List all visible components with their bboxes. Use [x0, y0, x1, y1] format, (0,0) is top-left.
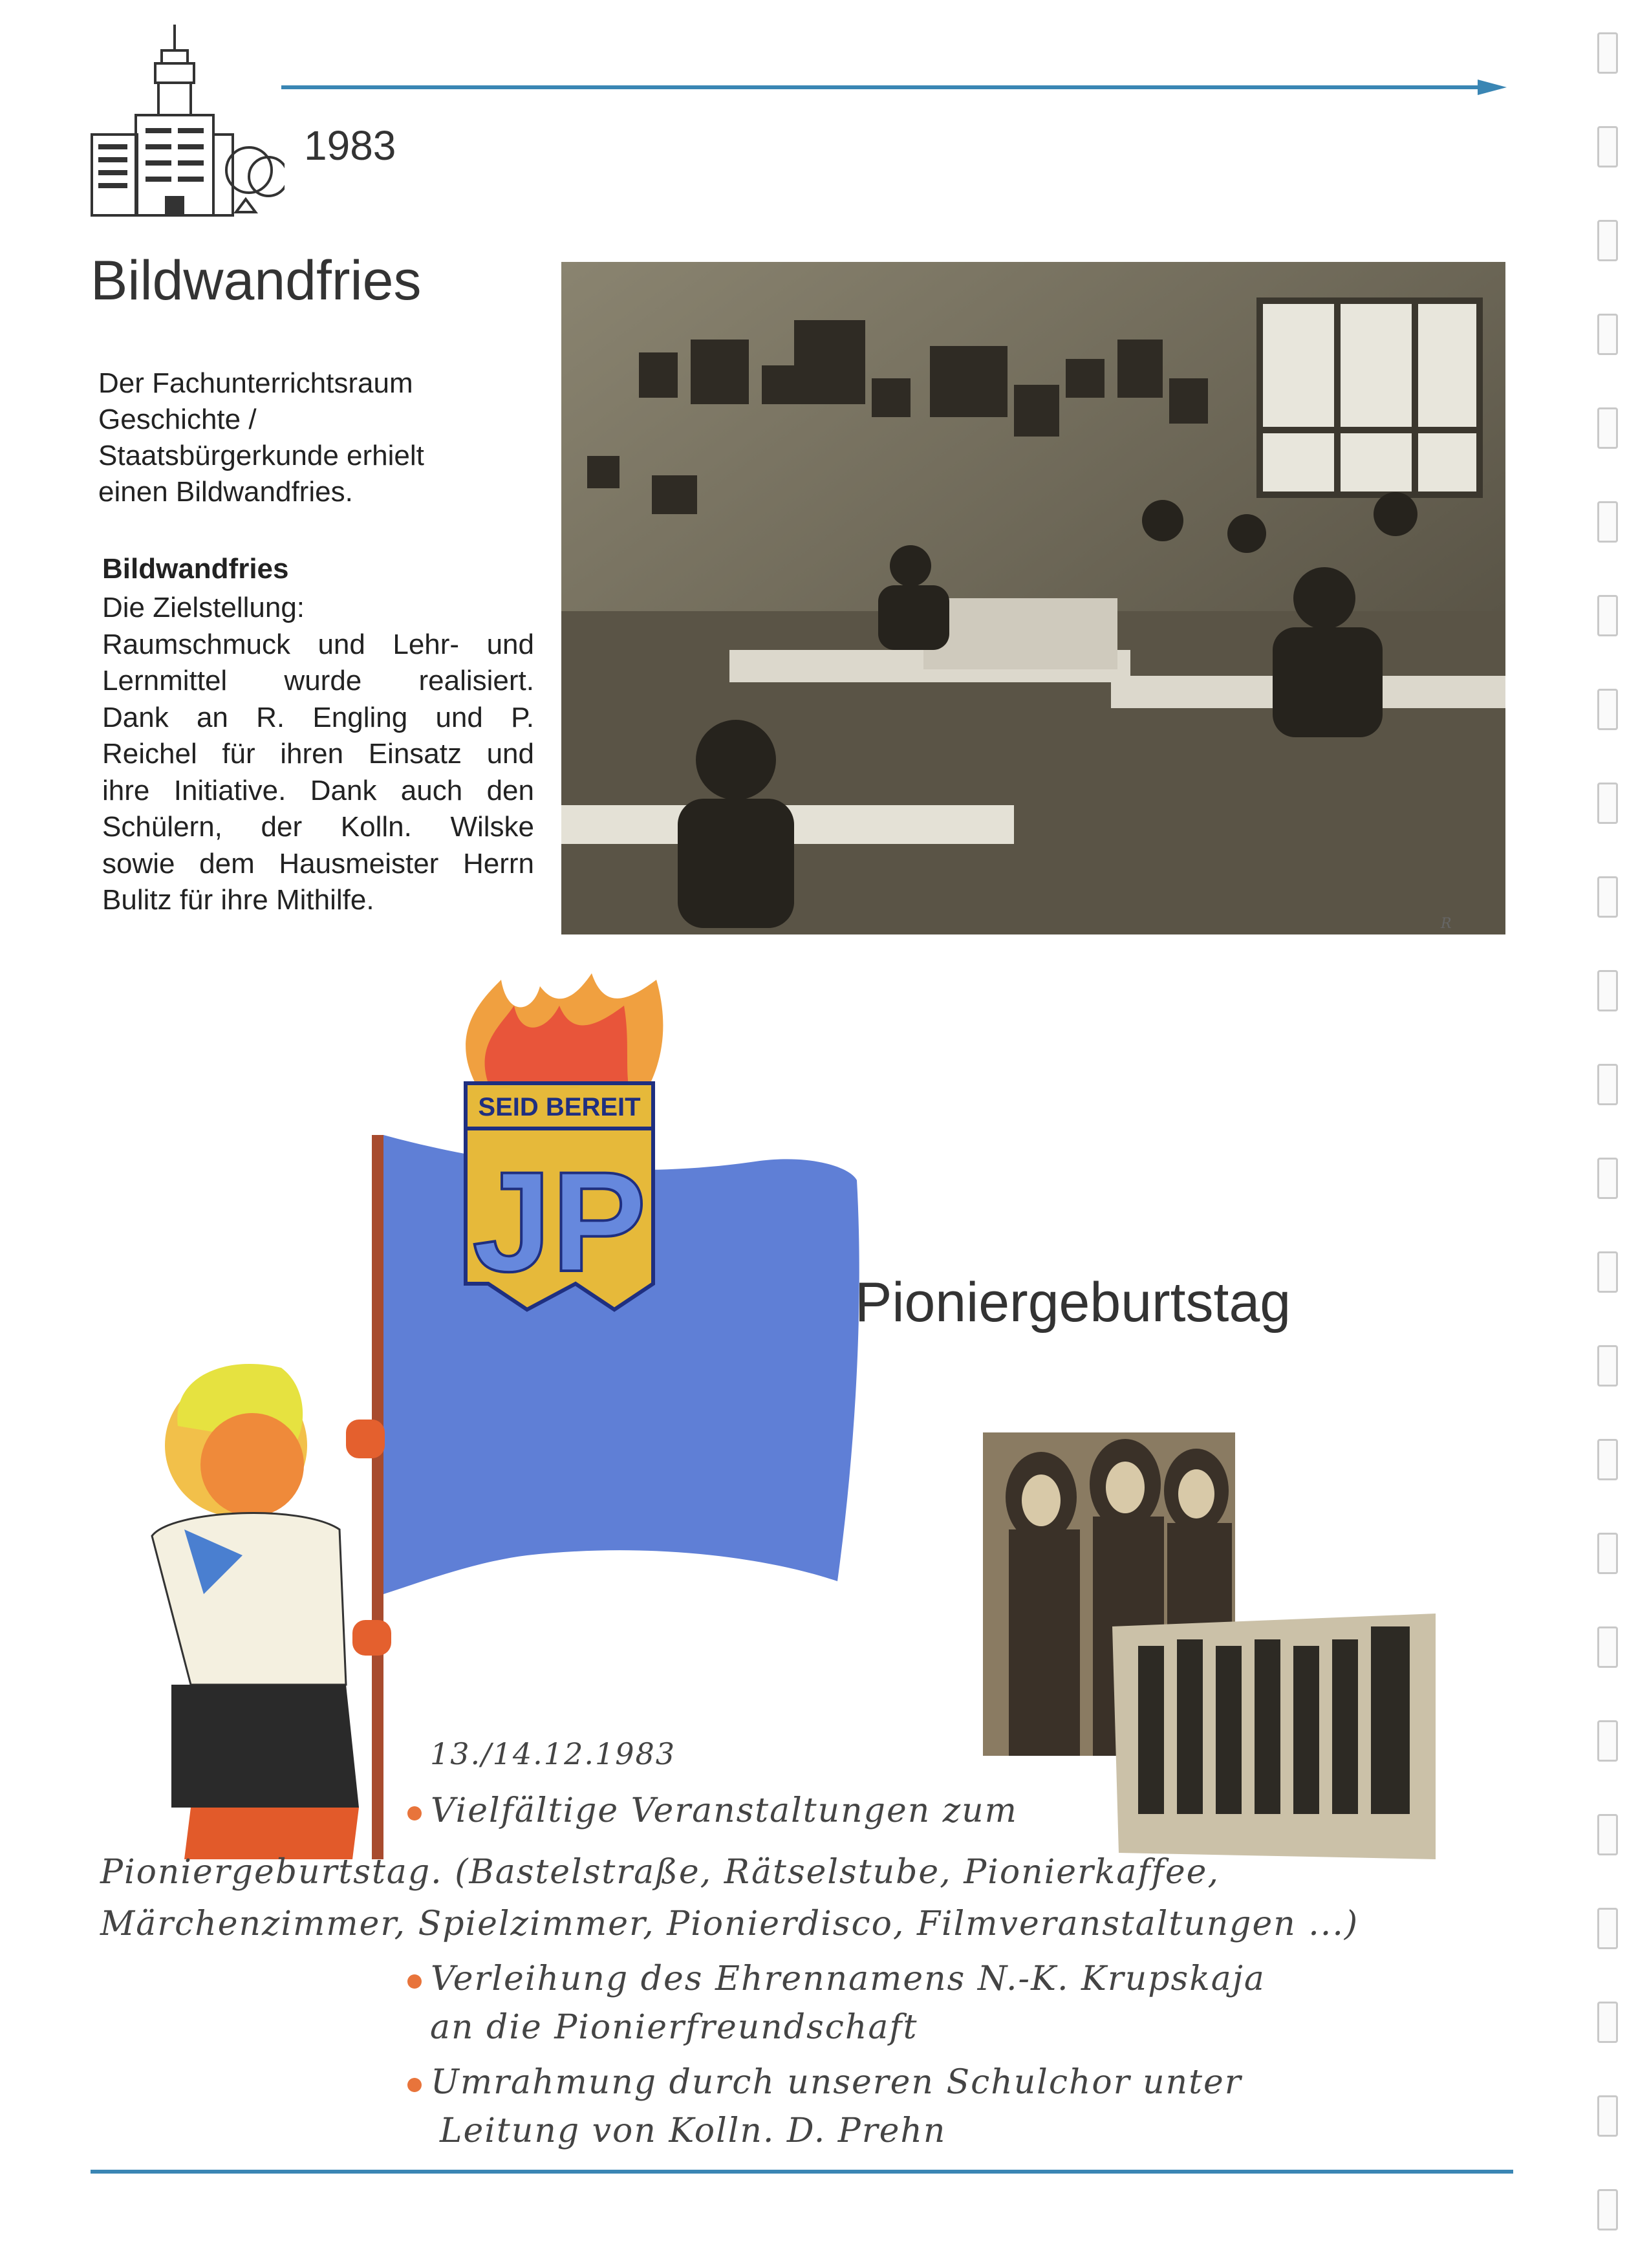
intro-paragraph	[98, 365, 512, 510]
intro-line: Der Fachunterrichtsraum	[98, 367, 413, 399]
bottom-rule	[91, 2170, 1513, 2174]
handwritten-line: Pioniergeburtstag. (Bastelstraße, Rätselstube, Pionierkaffee,	[100, 1853, 1220, 1892]
body-line: Dank an R. Engling und P.	[102, 701, 534, 733]
intro-line: einen Bildwandfries.	[98, 476, 353, 508]
svg-text:R: R	[1441, 916, 1452, 932]
subheading: Bildwandfries	[102, 553, 289, 585]
body-line: Lernmittel wurde realisiert.	[102, 665, 534, 697]
handwritten-line: Verleihung des Ehrennamens N.-K. Krupskaja	[431, 1960, 1266, 1998]
section-title-pioniergeburtstag: Pioniergeburtstag	[855, 1271, 1291, 1334]
body-line: ihre Initiative. Dank auch den	[102, 774, 534, 806]
bullet-dot	[407, 1806, 422, 1820]
body-line: sowie dem Hausmeister Herrn	[102, 847, 534, 880]
body-line: Schülern, der Kolln. Wilske	[102, 811, 534, 843]
top-rule-arrow	[281, 78, 1510, 97]
section-title-bildwandfries: Bildwandfries	[91, 250, 422, 312]
body-paragraph	[102, 590, 534, 919]
handwritten-line: Leitung von Kolln. D. Prehn	[440, 2111, 947, 2150]
body-line: Reichel für ihren Einsatz und	[102, 738, 534, 770]
pioneer-collage-photo	[983, 1432, 1436, 1859]
handwritten-line: an die Pionierfreundschaft	[430, 2008, 918, 2047]
classroom-photo	[561, 262, 1505, 934]
handwritten-line: Vielfältige Veranstaltungen zum	[431, 1791, 1018, 1830]
handwritten-line: Umrahmung durch unseren Schulchor unter	[431, 2063, 1242, 2102]
bullet-dot	[407, 1974, 422, 1989]
torch-band-label: SEID BEREIT	[478, 1093, 641, 1121]
body-line: Bulitz für ihre Mithilfe.	[102, 884, 374, 916]
handwritten-line: Märchenzimmer, Spielzimmer, Pionierdisco, Filmveranstaltungen ...)	[100, 1905, 1359, 1943]
intro-line: Staatsbürgerkunde erhielt	[98, 440, 424, 471]
binder-holes	[1597, 13, 1623, 2251]
year-label: 1983	[304, 122, 396, 169]
handwritten-date: 13./14.12.1983	[430, 1736, 676, 1771]
body-line: Raumschmuck und Lehr- und	[102, 628, 534, 660]
body-line: Die Zielstellung:	[102, 592, 305, 623]
pioneer-boy	[152, 1364, 391, 1859]
jp-emblem: JP	[472, 1142, 647, 1301]
bullet-dot	[407, 2078, 422, 2092]
pioneer-flag-illustration	[113, 973, 876, 1859]
intro-line: Geschichte /	[98, 404, 257, 435]
school-logo-icon	[91, 25, 285, 219]
